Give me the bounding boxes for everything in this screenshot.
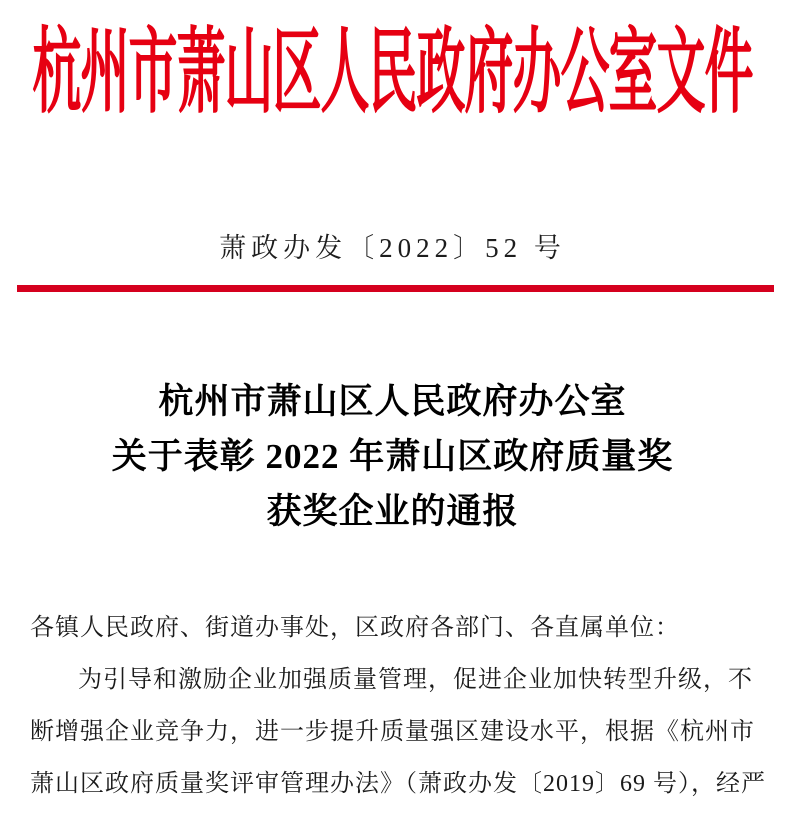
paragraph-line-1: 为引导和激励企业加强质量管理，促进企业加快转型升级，不 — [78, 667, 753, 693]
document-title-line-3: 获奖企业的通报 — [266, 492, 519, 531]
document-title-line-2: 关于表彰 2022 年萧山区政府质量奖 — [111, 437, 674, 476]
red-header-banner — [0, 12, 785, 125]
document-title-line-1: 杭州市萧山区人民政府办公室 — [158, 382, 627, 421]
salutation-line: 各镇人民政府、街道办事处，区政府各部门、各直属单位： — [30, 615, 680, 641]
paragraph-line-3: 萧山区政府质量奖评审管理办法》（萧政办发〔2019〕69 号），经严 — [30, 771, 766, 797]
document-number: 萧政办发〔2022〕52 号 — [219, 233, 566, 263]
red-divider-rule — [17, 285, 774, 292]
issuing-agency-banner-text: 杭州市萧山区人民政府办公室文件 — [32, 20, 753, 125]
document-title — [0, 374, 785, 539]
paragraph-line-2: 断增强企业竞争力，进一步提升质量强区建设水平，根据《杭州市 — [30, 719, 755, 745]
document-body — [30, 602, 766, 810]
